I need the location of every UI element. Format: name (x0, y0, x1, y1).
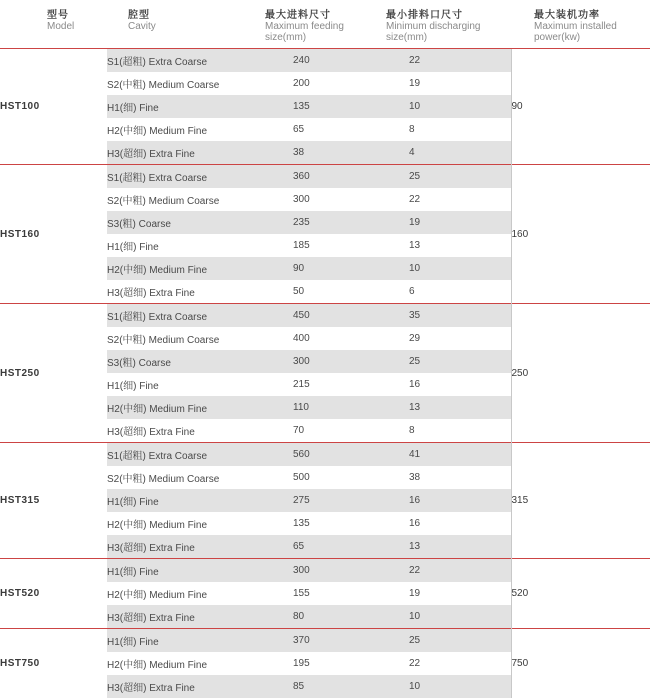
header-feed-cn: 最大进料尺寸 (265, 10, 344, 21)
cavity-cell: H1(细) Fine (107, 559, 281, 583)
header-power (534, 10, 617, 43)
power-cell: 750 (511, 629, 650, 698)
spec-table-body (0, 49, 650, 698)
discharge-size-cell: 4 (401, 141, 511, 165)
header-power-cn: 最大装机功率 (534, 10, 617, 21)
feed-size-cell: 235 (281, 211, 401, 234)
discharge-size-cell: 10 (401, 605, 511, 629)
feed-size-cell: 450 (281, 304, 401, 328)
discharge-size-cell: 16 (401, 373, 511, 396)
feed-size-cell: 370 (281, 629, 401, 653)
discharge-size-cell: 19 (401, 582, 511, 605)
discharge-size-cell: 8 (401, 118, 511, 141)
feed-size-cell: 85 (281, 675, 401, 698)
feed-size-cell: 155 (281, 582, 401, 605)
feed-size-cell: 70 (281, 419, 401, 443)
model-cell: HST100 (0, 49, 107, 165)
header-feed-en1: Maximum feeding (265, 21, 344, 32)
feed-size-cell: 300 (281, 350, 401, 373)
table-row (0, 629, 650, 653)
discharge-size-cell: 19 (401, 211, 511, 234)
feed-size-cell: 300 (281, 559, 401, 583)
power-cell: 250 (511, 304, 650, 443)
model-cell: HST750 (0, 629, 107, 698)
model-cell: HST250 (0, 304, 107, 443)
header-model-en: Model (47, 21, 74, 32)
feed-size-cell: 65 (281, 535, 401, 559)
cavity-cell: H3(超细) Extra Fine (107, 535, 281, 559)
feed-size-cell: 65 (281, 118, 401, 141)
model-cell: HST520 (0, 559, 107, 629)
table-row (0, 165, 650, 189)
cavity-cell: H3(超细) Extra Fine (107, 280, 281, 304)
cavity-cell: S2(中粗) Medium Coarse (107, 466, 281, 489)
discharge-size-cell: 22 (401, 559, 511, 583)
header-cavity-cn: 腔型 (128, 10, 156, 21)
header-discharge-size (386, 10, 480, 43)
cavity-cell: H2(中细) Medium Fine (107, 257, 281, 280)
cavity-cell: H2(中细) Medium Fine (107, 582, 281, 605)
discharge-size-cell: 35 (401, 304, 511, 328)
discharge-size-cell: 22 (401, 652, 511, 675)
discharge-size-cell: 8 (401, 419, 511, 443)
feed-size-cell: 500 (281, 466, 401, 489)
discharge-size-cell: 16 (401, 489, 511, 512)
cavity-cell: H2(中细) Medium Fine (107, 512, 281, 535)
cavity-cell: H1(细) Fine (107, 629, 281, 653)
feed-size-cell: 300 (281, 188, 401, 211)
cavity-cell: H2(中细) Medium Fine (107, 652, 281, 675)
header-model (47, 10, 74, 32)
model-cell: HST160 (0, 165, 107, 304)
header-model-cn: 型号 (47, 10, 74, 21)
cavity-cell: H3(超细) Extra Fine (107, 419, 281, 443)
cavity-cell: S2(中粗) Medium Coarse (107, 188, 281, 211)
discharge-size-cell: 29 (401, 327, 511, 350)
feed-size-cell: 195 (281, 652, 401, 675)
feed-size-cell: 400 (281, 327, 401, 350)
discharge-size-cell: 25 (401, 350, 511, 373)
cavity-cell: S3(粗) Coarse (107, 211, 281, 234)
discharge-size-cell: 10 (401, 675, 511, 698)
feed-size-cell: 38 (281, 141, 401, 165)
header-feed-size (265, 10, 344, 43)
discharge-size-cell: 10 (401, 257, 511, 280)
spec-table (0, 48, 650, 698)
cavity-cell: S2(中粗) Medium Coarse (107, 327, 281, 350)
cavity-cell: H1(细) Fine (107, 489, 281, 512)
discharge-size-cell: 16 (401, 512, 511, 535)
power-cell: 160 (511, 165, 650, 304)
discharge-size-cell: 22 (401, 188, 511, 211)
feed-size-cell: 50 (281, 280, 401, 304)
discharge-size-cell: 13 (401, 535, 511, 559)
feed-size-cell: 135 (281, 95, 401, 118)
feed-size-cell: 185 (281, 234, 401, 257)
table-row (0, 443, 650, 467)
table-row (0, 49, 650, 73)
header-feed-en2: size(mm) (265, 32, 344, 43)
cavity-cell: H3(超细) Extra Fine (107, 675, 281, 698)
header-disc-en2: size(mm) (386, 32, 480, 43)
discharge-size-cell: 25 (401, 629, 511, 653)
feed-size-cell: 110 (281, 396, 401, 419)
feed-size-cell: 80 (281, 605, 401, 629)
header-disc-en1: Minimum discharging (386, 21, 480, 32)
header-power-en1: Maximum installed (534, 21, 617, 32)
table-row (0, 559, 650, 583)
feed-size-cell: 215 (281, 373, 401, 396)
feed-size-cell: 135 (281, 512, 401, 535)
cavity-cell: S1(超粗) Extra Coarse (107, 165, 281, 189)
cavity-cell: S1(超粗) Extra Coarse (107, 49, 281, 73)
cavity-cell: H2(中细) Medium Fine (107, 118, 281, 141)
discharge-size-cell: 19 (401, 72, 511, 95)
header-power-en2: power(kw) (534, 32, 617, 43)
table-row (0, 304, 650, 328)
feed-size-cell: 560 (281, 443, 401, 467)
cavity-cell: S3(粗) Coarse (107, 350, 281, 373)
cavity-cell: H1(细) Fine (107, 95, 281, 118)
cavity-cell: H2(中细) Medium Fine (107, 396, 281, 419)
header-cavity-en: Cavity (128, 21, 156, 32)
discharge-size-cell: 41 (401, 443, 511, 467)
feed-size-cell: 275 (281, 489, 401, 512)
cavity-cell: S1(超粗) Extra Coarse (107, 443, 281, 467)
discharge-size-cell: 6 (401, 280, 511, 304)
cavity-cell: S2(中粗) Medium Coarse (107, 72, 281, 95)
feed-size-cell: 90 (281, 257, 401, 280)
cavity-cell: H1(细) Fine (107, 234, 281, 257)
discharge-size-cell: 10 (401, 95, 511, 118)
header-cavity (128, 10, 156, 32)
discharge-size-cell: 25 (401, 165, 511, 189)
discharge-size-cell: 13 (401, 396, 511, 419)
discharge-size-cell: 22 (401, 49, 511, 73)
cavity-cell: H1(细) Fine (107, 373, 281, 396)
feed-size-cell: 240 (281, 49, 401, 73)
discharge-size-cell: 38 (401, 466, 511, 489)
cavity-cell: H3(超细) Extra Fine (107, 141, 281, 165)
header-disc-cn: 最小排料口尺寸 (386, 10, 480, 21)
power-cell: 315 (511, 443, 650, 559)
table-header (0, 0, 650, 48)
cavity-cell: H3(超细) Extra Fine (107, 605, 281, 629)
power-cell: 520 (511, 559, 650, 629)
feed-size-cell: 200 (281, 72, 401, 95)
discharge-size-cell: 13 (401, 234, 511, 257)
feed-size-cell: 360 (281, 165, 401, 189)
model-cell: HST315 (0, 443, 107, 559)
power-cell: 90 (511, 49, 650, 165)
cavity-cell: S1(超粗) Extra Coarse (107, 304, 281, 328)
